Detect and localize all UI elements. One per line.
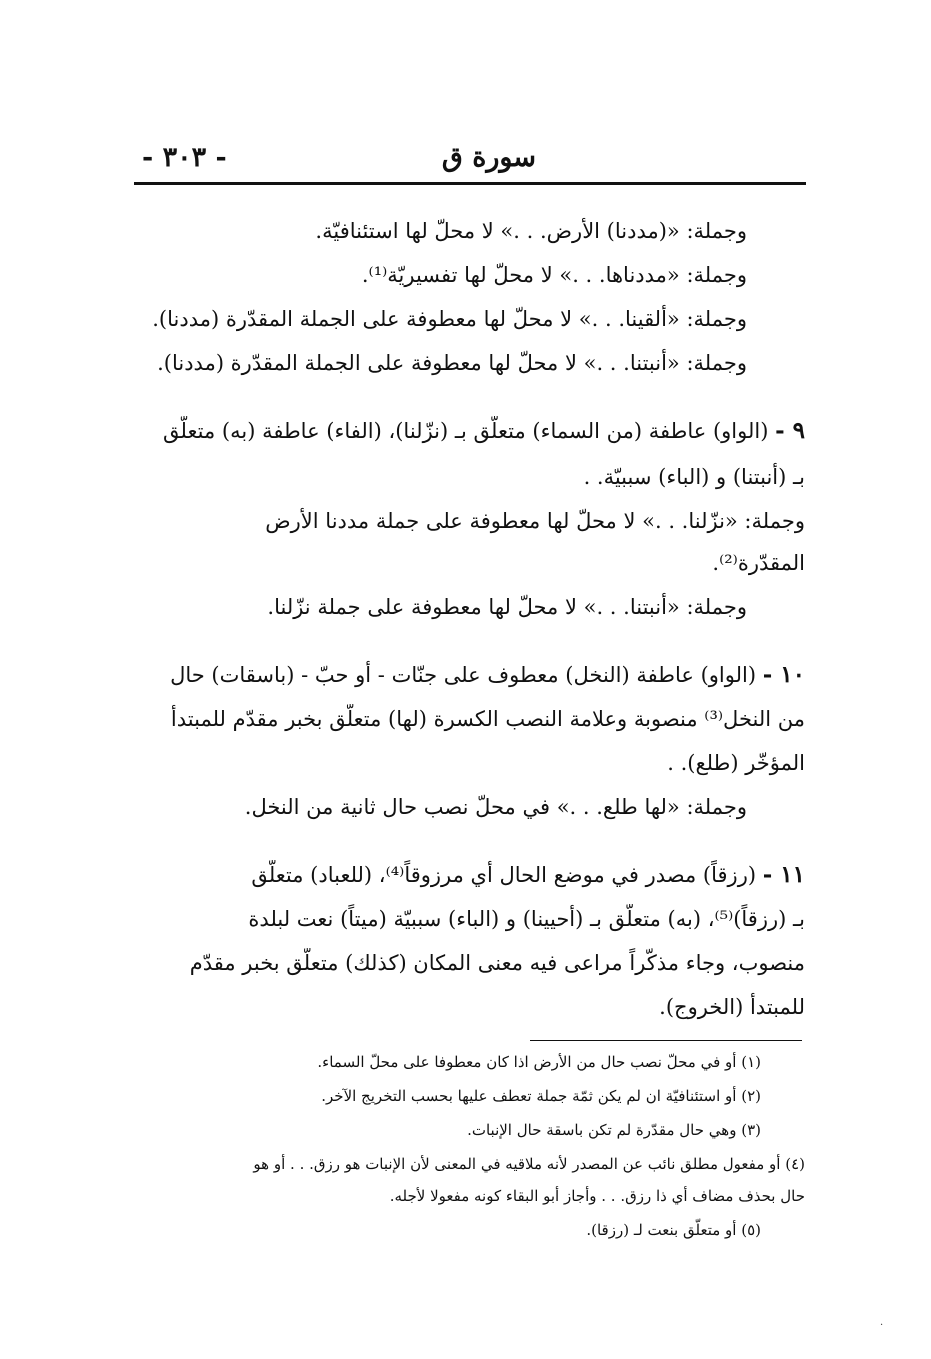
page-header [134,140,806,182]
page-number: - ٣٠٣ - [142,142,227,173]
scan-mark: · [880,1320,884,1331]
verse-9-line-3: وجملة: «نزّلنا. . .» لا محلّ لها معطوفة على جملة مددنا الأرض [265,509,805,533]
verse-11-line-3: منصوب، وجاء مذكّراً مراعى فيه معنى المكان (كذلك) متعلّق بخبر مقدّم [189,951,805,975]
verse-11-line-1: ١١ - (رزقاً) مصدر في موضع الحال أي مرزوقاً⁽⁴⁾، (للعباد) متعلّق [251,861,805,888]
verse-9-line-1: ٩ - (الواو) عاطفة (من السماء) متعلّق بـ (نزّلنا)، (الفاء) عاطفة (به) متعلّق [163,417,805,444]
surah-title: سورة ق [441,142,536,173]
verse-number: ٩ - [775,417,805,444]
text-line: وجملة: «أنبتنا. . .» لا محلّ لها معطوفة على الجملة المقدّرة (مددنا). [157,351,747,375]
header-rule [134,182,806,185]
verse-number: ١٠ - [762,661,805,688]
footnote-4-line-1: (٤) أو مفعول مطلق نائب عن المصدر لأنه ملاقيه في المعنى لأن الإنبات هو رزق. . . أو هو [253,1155,805,1173]
footnote-2: (٢) أو استئنافيّة ان لم يكن ثمّة جملة تعطف عليها بحسب التخريج الآخر. [321,1087,761,1105]
footnote-3: (٣) وهي حال مقدّرة لم تكن باسقة حال الإنبات. [467,1121,761,1139]
verse-11-line-2: بـ (رزقاً)⁽⁵⁾، (به) متعلّق بـ (أحيينا) و (الباء) سببيّة (ميتاً) نعت لبلدة [248,907,805,931]
verse-10-line-1: ١٠ - (الواو) عاطفة (النخل) معطوف على جنّات - أو حبّ - (باسقات) حال [170,661,805,688]
verse-9-line-5: وجملة: «أنبتنا. . .» لا محلّ لها معطوفة على جملة نزّلنا. [267,595,747,619]
footnote-rule [530,1040,802,1041]
footnote-1: (١) أو في محلّ نصب حال من الأرض اذا كان معطوفا على محلّ السماء. [317,1053,761,1071]
text-line: وجملة: «مددناها. . .» لا محلّ لها تفسيريّة⁽¹⁾. [361,263,747,287]
footnote-5: (٥) أو متعلّق بنعت لـ (رزقا). [586,1221,761,1239]
text-line: وجملة: «(مددنا) الأرض. . .» لا محلّ لها استئنافيّة. [315,219,747,243]
verse-10-line-4: وجملة: «لها طلع. . .» في محلّ نصب حال ثانية من النخل. [244,795,747,819]
text-line: وجملة: «ألقينا. . .» لا محلّ لها معطوفة على الجملة المقدّرة (مددنا). [152,307,747,331]
verse-number: ١١ - [762,861,805,888]
footnote-4-line-2: حال بحذف مضاف أي ذا رزق. . . وأجاز أبو البقاء كونه مفعولا لأجله. [389,1187,805,1205]
verse-10-line-3: المؤخّر (طلع). . [667,751,805,775]
verse-9-line-2: بـ (أنبتنا) و (الباء) سببيّة. . [583,465,805,489]
verse-11-line-4: للمبتدأ (الخروج). [659,995,805,1019]
verse-9-line-4: المقدّرة⁽²⁾. [712,551,805,575]
verse-10-line-2: من النخل⁽³⁾ منصوبة وعلامة النصب الكسرة (لها) متعلّق بخبر مقدّم للمبتدأ [170,707,805,731]
